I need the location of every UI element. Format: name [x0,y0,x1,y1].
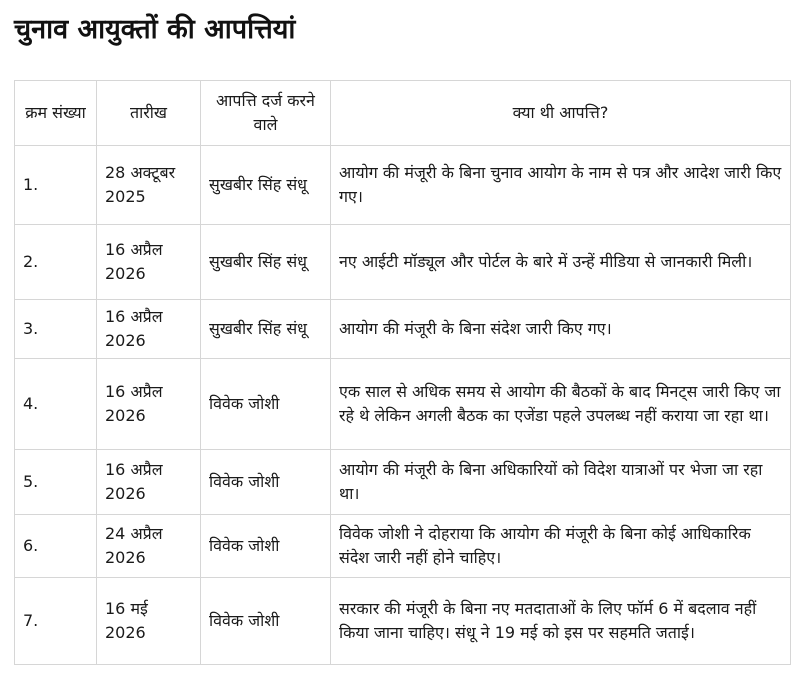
page-title: चुनाव आयुक्तों की आपत्तियां [14,14,296,45]
cell-serial: 6. [15,515,97,578]
header-serial: क्रम संख्या [15,81,97,146]
cell-objection: विवेक जोशी ने दोहराया कि आयोग की मंजूरी के बिना कोई आधिकारिक संदेश जारी नहीं होने चाहिए। [331,515,791,578]
cell-date: 24 अप्रैल 2026 [97,515,201,578]
cell-date: 16 अप्रैल 2026 [97,300,201,359]
table-row [15,225,791,300]
cell-serial: 3. [15,300,97,359]
cell-serial: 5. [15,450,97,515]
cell-objection: आयोग की मंजूरी के बिना चुनाव आयोग के नाम से पत्र और आदेश जारी किए गए। [331,146,791,225]
cell-filed-by: सुखबीर सिंह संधू [201,300,331,359]
table-header-row [15,81,791,146]
cell-date: 16 अप्रैल 2026 [97,450,201,515]
cell-filed-by: सुखबीर सिंह संधू [201,146,331,225]
cell-objection: सरकार की मंजूरी के बिना नए मतदाताओं के लिए फॉर्म 6 में बदलाव नहीं किया जाना चाहिए। संधू ने 19 मई को इस पर सहमति जताई। [331,578,791,665]
cell-objection: नए आईटी मॉड्यूल और पोर्टल के बारे में उन्हें मीडिया से जानकारी मिली। [331,225,791,300]
cell-serial: 4. [15,359,97,450]
table-row [15,450,791,515]
cell-serial: 7. [15,578,97,665]
table-row [15,300,791,359]
cell-objection: एक साल से अधिक समय से आयोग की बैठकों के बाद मिनट्स जारी किए जा रहे थे लेकिन अगली बैठक का एजेंडा पहले उपलब्ध नहीं कराया जा रहा था। [331,359,791,450]
cell-date: 28 अक्टूबर 2025 [97,146,201,225]
cell-serial: 2. [15,225,97,300]
cell-objection: आयोग की मंजूरी के बिना अधिकारियों को विदेश यात्राओं पर भेजा जा रहा था। [331,450,791,515]
header-objection: क्या थी आपत्ति? [331,81,791,146]
cell-objection: आयोग की मंजूरी के बिना संदेश जारी किए गए। [331,300,791,359]
header-filed-by: आपत्ति दर्ज करने वाले [201,81,331,146]
table-row [15,359,791,450]
cell-filed-by: विवेक जोशी [201,450,331,515]
cell-filed-by: सुखबीर सिंह संधू [201,225,331,300]
cell-date: 16 मई 2026 [97,578,201,665]
cell-serial: 1. [15,146,97,225]
table-row [15,146,791,225]
cell-date: 16 अप्रैल 2026 [97,225,201,300]
cell-filed-by: विवेक जोशी [201,359,331,450]
cell-filed-by: विवेक जोशी [201,578,331,665]
table-row [15,578,791,665]
cell-date: 16 अप्रैल 2026 [97,359,201,450]
header-date: तारीख [97,81,201,146]
cell-filed-by: विवेक जोशी [201,515,331,578]
table-row [15,515,791,578]
objections-table [14,80,791,665]
